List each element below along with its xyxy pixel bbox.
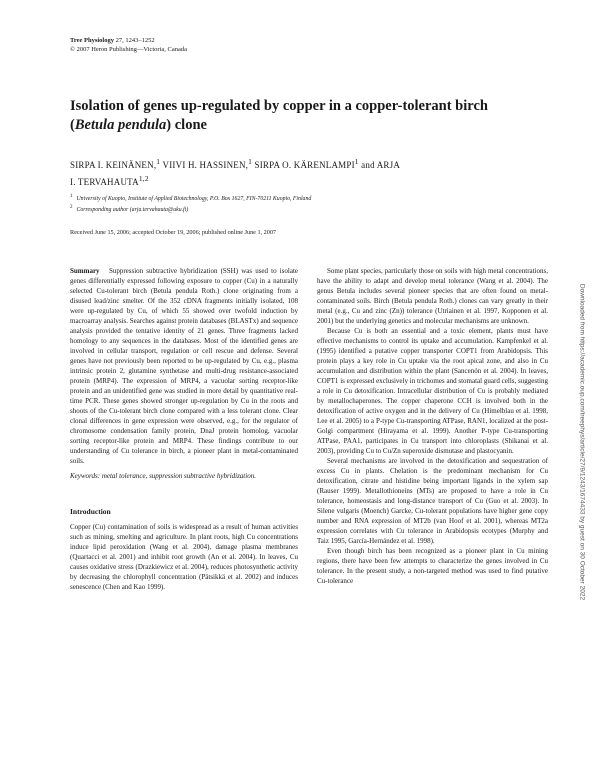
paragraph: Some plant species, particularly those on soils with high metal concentrations, have the ability to adapt and develop metal tolerance (Wang et al. 2004). The genus Betula includes several pioneer species that are often found on metal-contaminated soils. Birch (Betula pendula Roth.) clones can vary greatly in their metal (e.g., Cu and zinc (Zn)) tolerance (Utriainen et al. 1997, Kopponen et al. 2001) but the underlying genetics and molecular mechanisms are unknown. (317, 267, 548, 325)
copyright: © 2007 Heron Publishing—Victoria, Canada (70, 46, 188, 53)
left-column (70, 266, 298, 592)
journal-header (70, 36, 187, 54)
journal-citation: 27, 1243–1252 (115, 37, 155, 44)
download-watermark: Downloaded from https://academic.oup.com/treephys/article/27/9/1243/1674433 by guest on 30 October 2022 (578, 283, 586, 601)
summary: Summary Suppression subtractive hybridization (SSH) was used to isolate genes differentially expressed following exposure to copper (Cu) in a naturally selected Cu-tolerant birch (Betula pendula Roth.) clone originating from a disused lead/zinc smelter. Of the 352 cDNA fragments initially isolated, 108 were up-regulated by Cu, of which 55 showed over twofold induction by macroarray analysis. Searches against protein databases (BLASTx) and sequence analysis provided the tentative identity of 21 genes. Three fragments lacked homology to any sequences in the databases. Most of the identified genes are involved in cellular transport, regulation or cell rescue and defense. Several genes have not previously been reported to be up-regulated by Cu, e.g., plasma intrinsic protein 2, glutamine synthetase and multi-drug resistance-associated protein (MRP4). The expression of MRP4, a vacuolar sorting receptor-like protein and an unidentified gene was studied in more detail by quantitative real-time PCR. These genes showed stronger up-regulation by Cu in the roots and shoots of the Cu-tolerant birch clone compared with a less tolerant clone. Clear clonal differences in gene expression were observed, e.g., for the regulator of chromosome condensation family protein, DnaJ protein homolog, vacuolar sorting receptor-like protein and MRP4. These findings contribute to our understanding of Cu tolerance in birch, a pioneer plant in metal-contaminated soils. (70, 267, 298, 465)
journal-name: Tree Physiology (70, 37, 114, 44)
affiliation-1: $^1$ University of Kuopio, Institute of Applied Biotechnology, P.O. Box 1627, FIN-70211 Kuopio, Finland (70, 194, 312, 202)
author-list: SIRPA I. KEINÄNEN,$^1$ VIIVI H. HASSINEN,$^1$ SIRPA O. KÄRENLAMPI$^1$ and ARJA I. TERVAHAUTA$^{1,2}$ (70, 157, 401, 187)
paragraph: Even though birch has been recognized as a pioneer plant in Cu mining regions, there have been few attempts to characterize the genes involved in Cu tolerance. In the present study, a non-targeted method was used to find putative Cu-tolerance (317, 547, 548, 585)
introduction-text: Copper (Cu) contamination of soils is widespread as a result of human activities such as mining, smelting and agriculture. In plant roots, high Cu concentrations induce lipid peroxidation (Wang et al. 2004), damage plasma membranes (Quartacci et al. 2001) and inhibit root growth (An et al. 2004). In leaves, Cu causes oxidative stress (Drazkiewicz et al. 2004), reduces photosynthetic activity by decreasing the chlorophyll concentration (Pätsikkä et al. 2002) and induces senescence (Chen and Kao 1999). (70, 523, 298, 591)
introduction-heading: Introduction (70, 507, 111, 516)
paragraph: Because Cu is both an essential and a toxic element, plants must have effective mechanisms to control its uptake and accumulation. Kampfenkel et al. (1995) identified a putative copper transporter COPT1 from Arabidopsis. This protein plays a key role in Cu uptake via the root apical zone, and also in Cu accumulation and distribution within the plant (Sancenón et al. 2004). In leaves, COPT1 is expressed exclusively in trichomes and stomatal guard cells, suggesting a role in Cu detoxification. Intracellular distribution of Cu is probably mediated by metallochaperones. The copper chaperone CCH is involved both in the detoxification of active oxygen and in the delivery of Cu (Himelblau et al. 1998, Lee et al. 2005) to a P-type Cu-transporting ATPase, RAN1, localized at the post-Golgi compartment (Hirayama et al. 1999). Another P-type Cu-transporting ATPase, PAA1, participates in Cu transport into chloroplasts (Shikanai et al. 2003), providing Cu to Cu/Zn superoxide dismutase and plastocyanin. (317, 327, 548, 455)
affiliation-2: $^2$ Corresponding author (arja.tervahauta@uku.fi) (70, 205, 189, 213)
right-column (317, 266, 548, 586)
received-dates: Received June 15, 2006; accepted October 19, 2006; published online June 1, 2007 (70, 229, 277, 236)
paragraph: Several mechanisms are involved in the detoxification and sequestration of excess Cu in plants. Chelation is the predominant mechanism for Cu detoxification, citrate and histidine being important ligands in the xylem sap (Rauser 1999). Metallothioneins (MTs) are proposed to have a role in Cu tolerance, homeostasis and long-distance transport of Cu (Guo et al. 2003). In Silene vulgaris (Moench) Garcke, Cu-tolerant populations have higher gene copy number and RNA expression of MT2b (van Hoof et al. 2001), whereas MT2a expression correlates with Cu tolerance in Arabidopsis ecotypes (Murphy and Taiz 1995, García-Hernández et al. 1998). (317, 457, 548, 545)
article-title: Isolation of genes up-regulated by copper in a copper-tolerant birch (Betula pendula) clone (70, 98, 488, 133)
species-name: Betula pendula (74, 117, 167, 133)
keywords: Keywords: metal tolerance, suppression subtractive hybridization. (70, 472, 256, 480)
